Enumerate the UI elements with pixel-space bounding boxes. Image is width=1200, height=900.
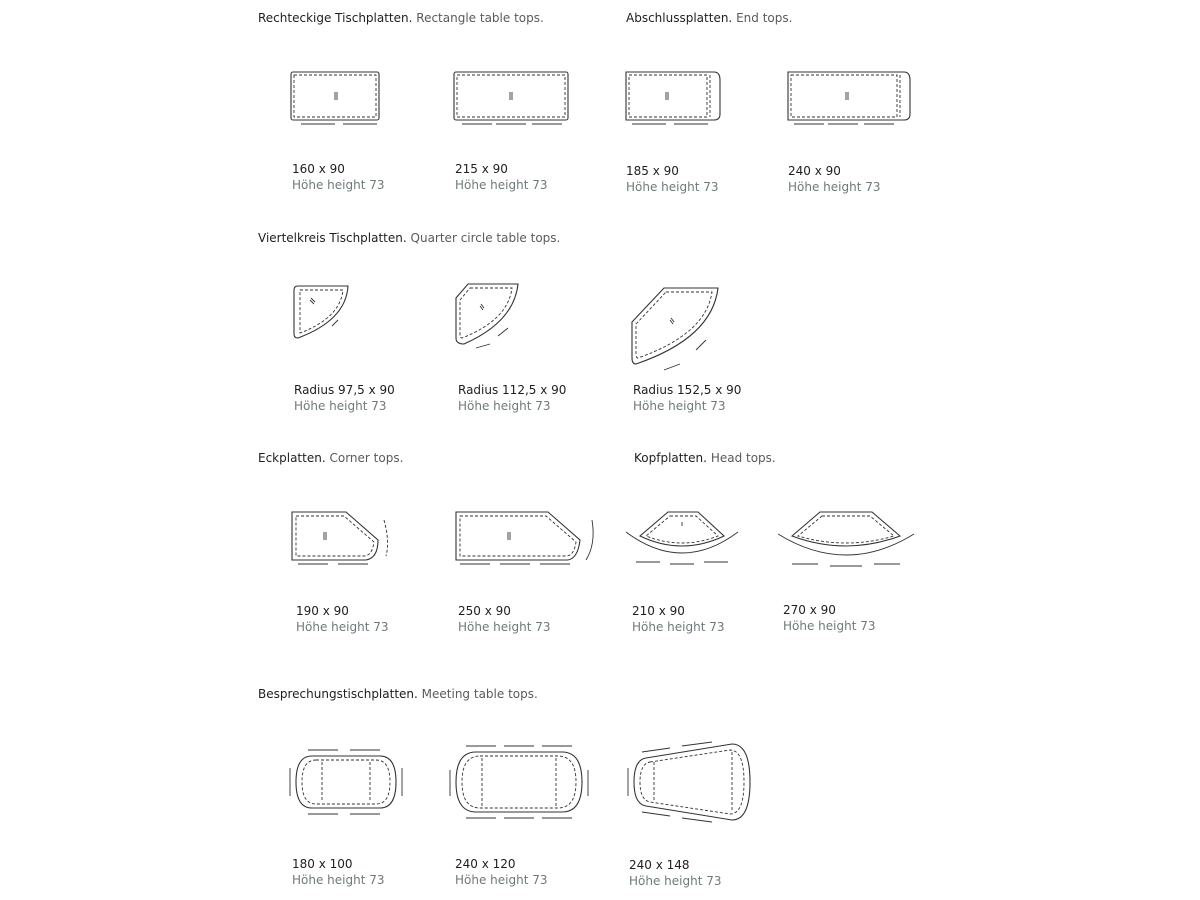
caption-corner-190: 190 x 90 Höhe height 73 [296,604,389,634]
caption-rect-215: 215 x 90 Höhe height 73 [455,162,548,192]
quarter-975-drawing [288,280,358,344]
caption-meeting-240a: 240 x 120 Höhe height 73 [455,857,548,887]
rect-160-drawing [285,66,395,132]
heading-rectangle-tops: Rechteckige Tischplatten. Rectangle table tops. [258,11,544,25]
quarter-1525-drawing [626,282,736,372]
rect-215-drawing [448,66,578,132]
caption-end-185: 185 x 90 Höhe height 73 [626,164,719,194]
caption-corner-250: 250 x 90 Höhe height 73 [458,604,551,634]
head-270-drawing [774,506,920,574]
caption-meeting-240b: 240 x 148 Höhe height 73 [629,858,722,888]
quarter-1125-drawing [448,278,538,352]
caption-meeting-180: 180 x 100 Höhe height 73 [292,857,385,887]
meeting-240b-drawing [622,738,766,828]
corner-190-drawing [286,506,402,572]
caption-quarter-975: Radius 97,5 x 90 Höhe height 73 [294,383,395,413]
corner-250-drawing [450,506,600,572]
caption-end-240: 240 x 90 Höhe height 73 [788,164,881,194]
caption-rect-160: 160 x 90 Höhe height 73 [292,162,385,192]
heading-meeting-tops: Besprechungstischplatten. Meeting table tops. [258,687,538,701]
caption-quarter-1525: Radius 152,5 x 90 Höhe height 73 [633,383,742,413]
head-210-drawing [620,504,744,574]
heading-end-tops: Abschlussplatten. End tops. [626,11,793,25]
caption-head-210: 210 x 90 Höhe height 73 [632,604,725,634]
heading-head-tops: Kopfplatten. Head tops. [634,451,776,465]
caption-quarter-1125: Radius 112,5 x 90 Höhe height 73 [458,383,567,413]
meeting-180-drawing [284,742,408,822]
meeting-240a-drawing [446,740,592,826]
heading-corner-tops: Eckplatten. Corner tops. [258,451,404,465]
end-185-drawing [620,66,730,132]
end-240-drawing [782,66,922,132]
heading-quarter-circle-tops: Viertelkreis Tischplatten. Quarter circle table tops. [258,231,561,245]
caption-head-270: 270 x 90 Höhe height 73 [783,603,876,633]
